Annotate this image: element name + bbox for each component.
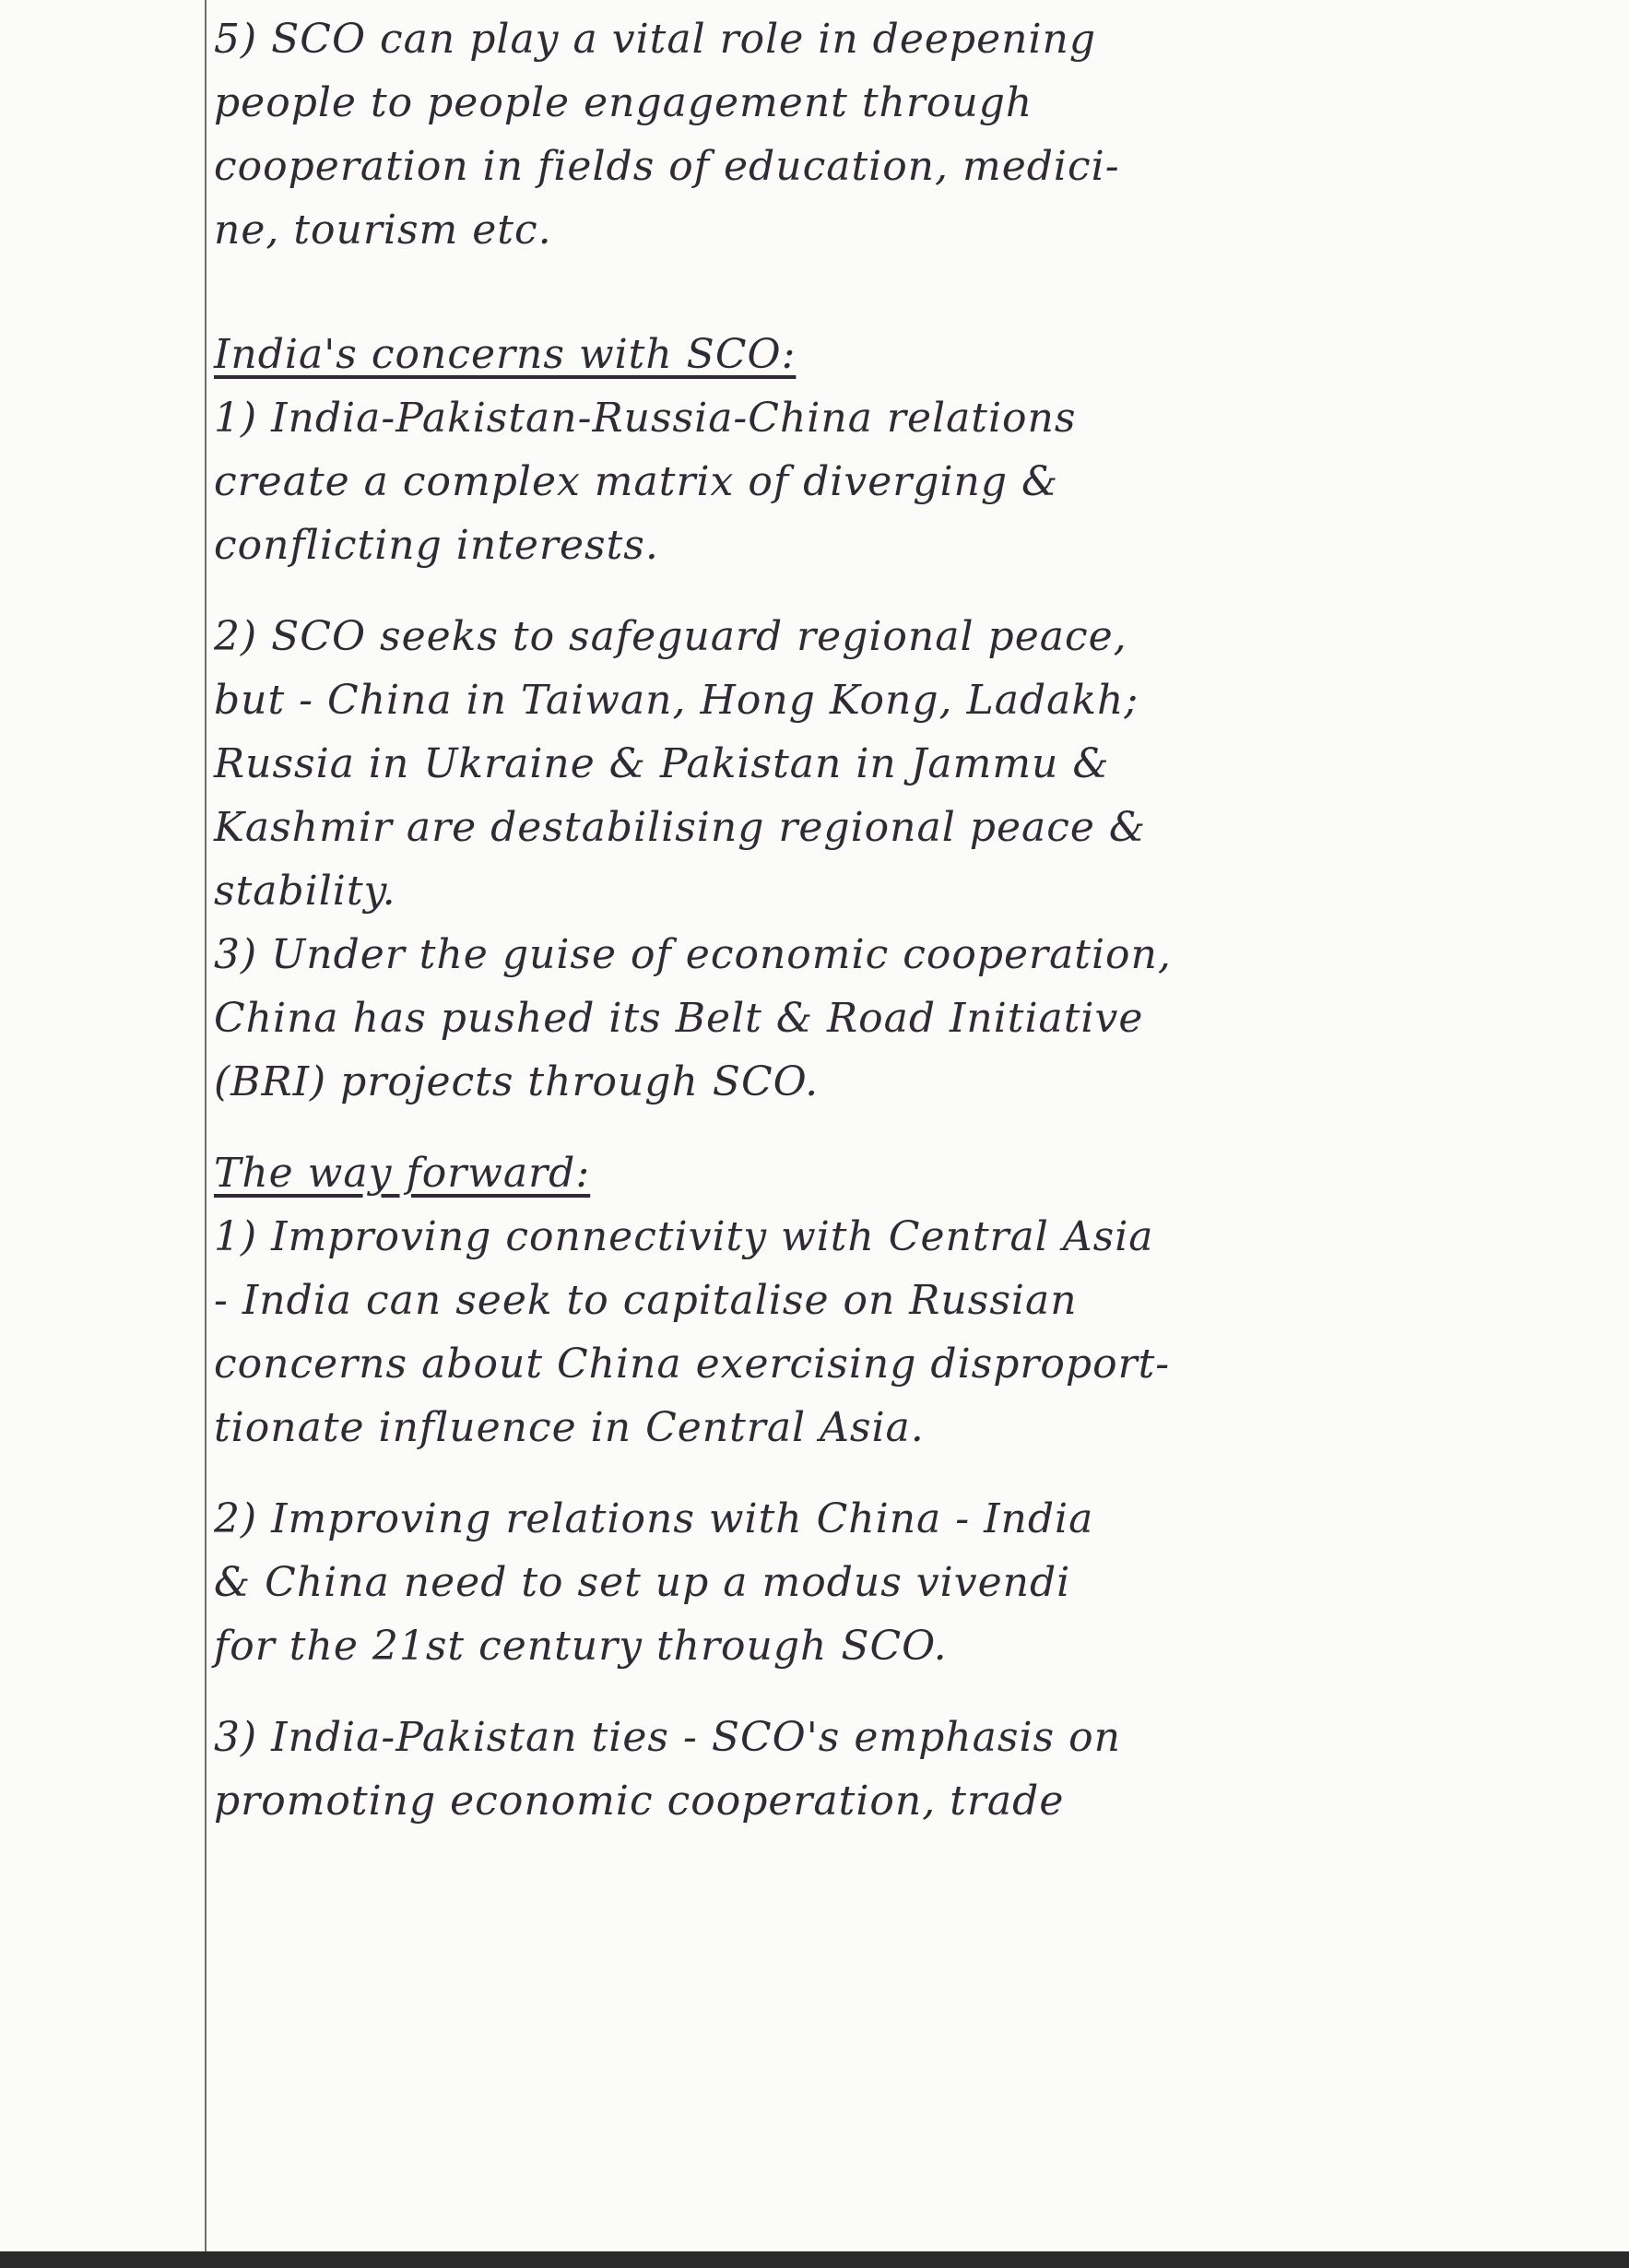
- text-line: - India can seek to capitalise on Russian: [214, 1277, 1078, 1324]
- text-line: & China need to set up a modus vivendi: [214, 1559, 1071, 1606]
- text-line: 1) Improving connectivity with Central Asia: [214, 1213, 1154, 1260]
- concern-1: [214, 386, 1431, 577]
- text-line: people to people engagement through: [214, 79, 1033, 126]
- concern-3: [214, 923, 1431, 1114]
- margin-line: [205, 0, 207, 2251]
- text-line: tionate influence in Central Asia.: [214, 1404, 925, 1451]
- handwritten-notes: [214, 7, 1431, 1833]
- text-line: 2) SCO seeks to safeguard regional peace,: [214, 613, 1127, 660]
- text-line: conflicting interests.: [214, 522, 659, 569]
- text-line: for the 21st century through SCO.: [214, 1623, 948, 1670]
- point-5-sco-role: [214, 7, 1431, 262]
- concerns-heading: India's concerns with SCO:: [214, 331, 797, 378]
- way-forward-heading: The way forward:: [214, 1150, 591, 1197]
- text-line: promoting economic cooperation, trade: [214, 1778, 1065, 1825]
- text-line: 2) Improving relations with China - India: [214, 1495, 1094, 1542]
- page-bottom-edge: [0, 2251, 1629, 2268]
- text-line: concerns about China exercising disproport-: [214, 1341, 1171, 1388]
- way-2: [214, 1487, 1431, 1678]
- text-line: 1) India-Pakistan-Russia-China relations: [214, 395, 1077, 442]
- way-3: [214, 1706, 1431, 1833]
- text-line: but - China in Taiwan, Hong Kong, Ladakh;: [214, 677, 1139, 724]
- concern-2: [214, 605, 1431, 923]
- text-line: 3) India-Pakistan ties - SCO's emphasis on: [214, 1714, 1121, 1761]
- way-1: [214, 1205, 1431, 1459]
- text-line: Russia in Ukraine & Pakistan in Jammu &: [214, 740, 1110, 787]
- text-line: China has pushed its Belt & Road Initiative: [214, 995, 1144, 1042]
- text-line: 3) Under the guise of economic cooperation,: [214, 931, 1172, 978]
- text-line: cooperation in fields of education, medici-: [214, 143, 1120, 190]
- text-line: 5) SCO can play a vital role in deepening: [214, 16, 1097, 63]
- text-line: ne, tourism etc.: [214, 207, 552, 254]
- text-line: create a complex matrix of diverging &: [214, 458, 1059, 505]
- text-line: stability.: [214, 868, 396, 915]
- text-line: (BRI) projects through SCO.: [214, 1058, 820, 1105]
- text-line: Kashmir are destabilising regional peace &: [214, 804, 1147, 851]
